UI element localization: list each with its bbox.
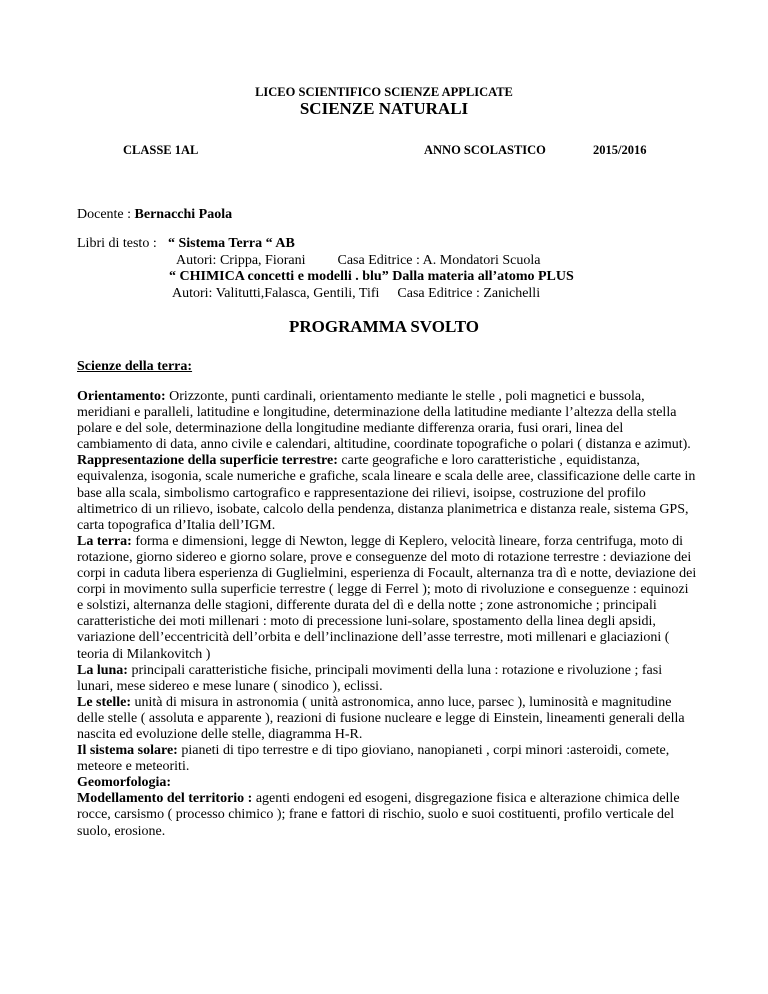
subject-name: SCIENZE NATURALI	[299, 99, 469, 118]
topic-heading: Orientamento:	[77, 389, 166, 404]
topic-text: forma e dimensioni, legge di Newton, legge di Keplero, velocità lineare, forza centrifuga, moto di rotazione, giorno sidereo e giorno solare, prove e conseguenze del moto di rotazione terrestre : deviazione dei corpi in caduta libera esperienza di Guglielmini, esperienza di Focault, alternanza tra dì e notte, deviazione dei corpi in movimento sulla superficie terrestre ( legge di Ferrel ); moto di rivoluzione e conseguenze : equinozi e solstizi, alternanza delle stagioni, differente durata del dì e della notte ; zone astronomiche ; principali caratteristiche dei moti millenari : moto di precessione luni-solare, spostamento della linea degli apsidi, variazione dell’eccentricità dell’orbita e dell’inclinazione dell’asse terrestre, moti millenari e glaciazioni ( teoria di Milankovitch )	[77, 533, 697, 662]
topic-text: carte geografiche e loro caratteristiche , equidistanza, equivalenza, isogonia, scale numeriche e grafiche, scala lineare e scala delle aree, classificazione delle carte in base alla scala, simbolismo cartografico e rappresentazione dei rilievi, isoipse, costruzione del profilo altimetrico di un rilievo, isobate, calcolo della pendenza, distanza planimetrica e distanza reale, sistema GPS, carta topografica d’Italia dell’IGM.	[77, 453, 696, 533]
book1-publisher: Casa Editrice : A. Mondatori Scuola	[337, 252, 541, 268]
book2-title: “ CHIMICA concetti e modelli . blu” Dalla materia all’atomo PLUS	[169, 269, 574, 285]
topic-heading: Le stelle:	[77, 694, 132, 710]
topic-paragraph	[77, 389, 697, 453]
book2-info	[172, 286, 540, 303]
book1-info	[176, 253, 540, 270]
topic-paragraph	[77, 663, 697, 695]
book1-title: “ Sistema Terra “ AB	[168, 236, 295, 251]
topic-heading: Geomorfologia:	[77, 775, 172, 791]
topic-text: pianeti di tipo terrestre e di tipo gioviano, nanopianeti , corpi minori :asteroidi, comete, meteore e meteoriti.	[77, 743, 670, 775]
topic-text: principali caratteristiche fisiche, principali movimenti della luna : rotazione e rivoluzione ; fasi lunari, mese sidereo e mese lunare ( sinodico ), eclissi.	[77, 662, 663, 694]
year-label: ANNO SCOLASTICO	[424, 143, 546, 157]
topic-heading: La luna:	[77, 662, 128, 678]
book2-authors: Autori: Valitutti,Falasca, Gentili, Tifi	[172, 285, 380, 301]
topic-text: Orizzonte, punti cardinali, orientamento mediante le stelle , poli magnetici e bussola, meridiani e paralleli, latitudine e longitudine, determinazione della latitudine mediante l’altezza della stella polare e del sole, determinazione della longitudine mediante differenza oraria, fusi orari, linea del cambiamento di data, anno civile e calendari, altitudine, coordinate topografiche o polari ( distanza e azimut).	[77, 389, 691, 453]
topic-text: agenti endogeni ed esogeni, disgregazione fisica e alterazione chimica delle rocce, carsismo ( processo chimico ); frane e fattori di rischio, suolo e suoi costituenti, profilo verticale del suolo, erosione.	[77, 791, 680, 839]
topic-text: unità di misura in astronomia ( unità astronomica, anno luce, parsec ), luminosità e magnitudine delle stelle ( assoluta e apparente ), reazioni di fusione nucleare e legge di Einstein, lineamenti generali della nascita ed evoluzione delle stelle, diagramma H-R.	[77, 694, 685, 742]
school-name: LICEO SCIENTIFICO SCIENZE APPLICATE	[255, 85, 513, 99]
topic-heading: La terra:	[77, 533, 132, 549]
topic-heading: Il sistema solare:	[77, 743, 178, 759]
book2-publisher: Casa Editrice : Zanichelli	[397, 285, 541, 301]
program-title: PROGRAMMA SVOLTO	[289, 317, 479, 336]
year-value: 2015/2016	[593, 143, 647, 157]
books-label: Libri di testo :	[77, 236, 157, 251]
topic-paragraph	[77, 534, 697, 663]
teacher-name: Bernacchi Paola	[134, 207, 233, 222]
program-content	[77, 389, 697, 840]
topic-paragraph	[77, 695, 697, 743]
teacher-label: Docente :	[77, 207, 135, 222]
book1-authors: Autori: Crippa, Fiorani	[176, 252, 306, 268]
teacher-line	[77, 207, 232, 223]
topic-heading: Modellamento del territorio :	[77, 791, 253, 807]
books-block	[77, 236, 574, 301]
topic-paragraph	[77, 775, 697, 791]
class-label: CLASSE 1AL	[123, 143, 199, 157]
topic-paragraph	[77, 791, 697, 839]
section-title: Scienze della terra:	[77, 359, 193, 374]
topic-paragraph	[77, 743, 697, 775]
topic-heading: Rappresentazione della superficie terrestre:	[77, 453, 338, 469]
topic-paragraph	[77, 453, 697, 533]
